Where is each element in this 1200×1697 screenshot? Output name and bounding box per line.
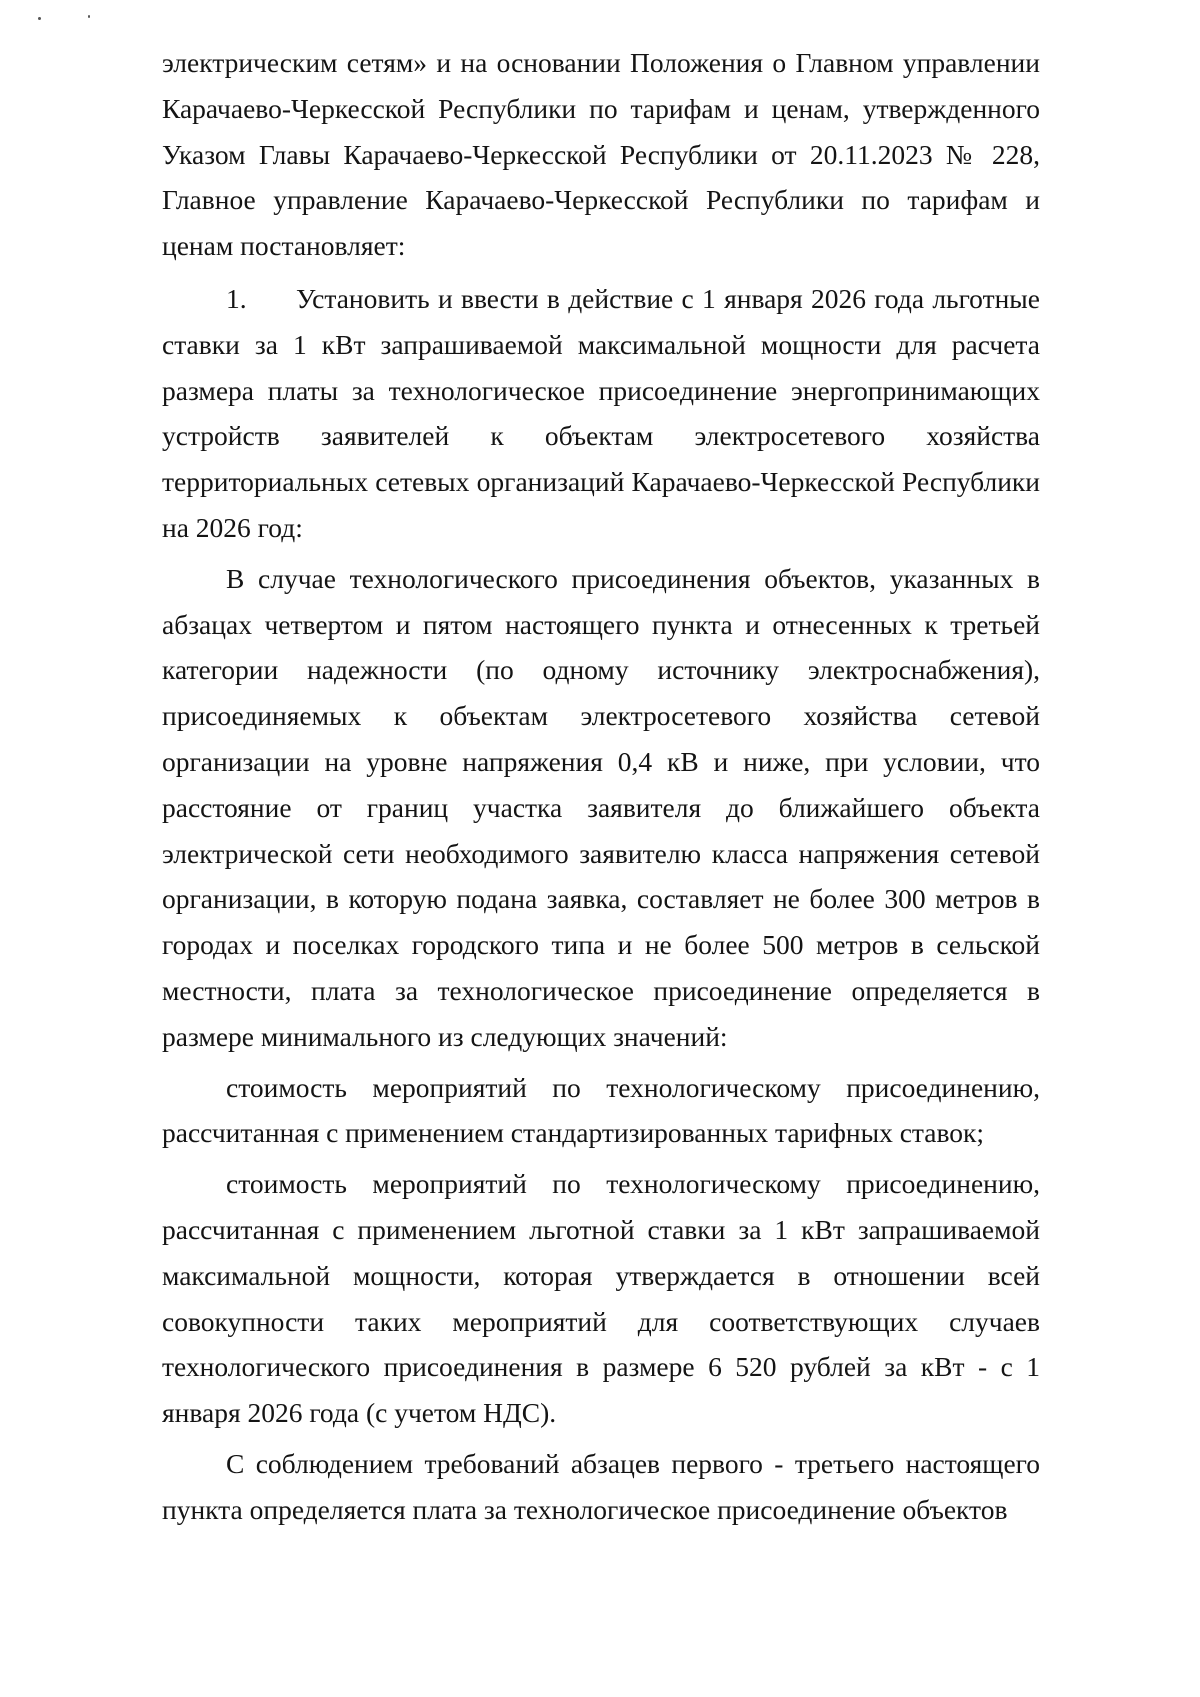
paragraph-option-2: стоимость мероприятий по технологическому присоединению, рассчитанная с применением льготной ставки за 1 кВт запрашиваемой максимальной мощности, которая утверждается в отношении всей совокупности таких мероприятий для соответствующих случаев технологического присоединения в размере 6 520 рублей за кВт - с 1 января 2026 года (с учетом НДС). — [162, 1168, 1040, 1429]
document-body — [162, 40, 1040, 1533]
scan-speck — [88, 15, 90, 18]
item-1 — [162, 276, 1040, 551]
paragraph-requirements: С соблюдением требований абзацев первого - третьего настоящего пункта определяется плата за технологическое присоединение объектов — [162, 1447, 1040, 1525]
item-1-number: 1. — [226, 282, 247, 314]
scan-speck — [38, 17, 41, 20]
paragraph-option-1: стоимость мероприятий по технологическому присоединению, рассчитанная с применением стандартизированных тарифных ставок; — [162, 1071, 1040, 1149]
paragraph-conditions: В случае технологического присоединения объектов, указанных в абзацах четвертом и пятом настоящего пункта и отнесенных к третьей категории надежности (по одному источнику электроснабжения), присоединяемых к объектам электросетевого хозяйства сетевой организации на уровне напряжения 0,4 кВ и ниже, при условии, что расстояние от границ участка заявителя до ближайшего объекта электрической сети необходимого заявителю класса напряжения сетевой организации, в которую подана заявка, составляет не более 300 метров в городах и поселках городского типа и не более 500 метров в сельской местности, плата за технологическое присоединение определяется в размере минимального из следующих значений: — [162, 562, 1040, 1052]
item-1-text: Установить и ввести в действие с 1 января 2026 года льготные ставки за 1 кВт запрашиваемой максимальной мощности для расчета размера платы за технологическое присоединение энергопринимающих устройств заявителей к объектам электросетевого хозяйства территориальных сетевых организаций Карачаево-Черкесской Республики на 2026 год: — [162, 282, 1040, 543]
opening-continuation: электрическим сетям» и на основании Положения о Главном управлении Карачаево-Черкесской Республики по тарифам и ценам, утвержденного Указом Главы Карачаево-Черкесской Республики от 20.11.2023 № 228, Главное управление Карачаево-Черкесской Республики по тарифам и ценам постановляет: — [162, 47, 1040, 262]
